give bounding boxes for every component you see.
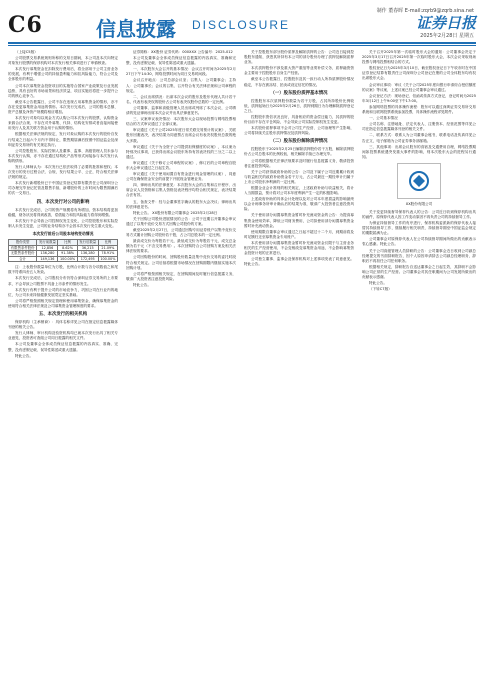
- section-title: 信息披露: [96, 17, 176, 41]
- table-cell: 100.00%: [98, 256, 117, 262]
- article-subheading: （二）股东股份解除质押情况: [270, 139, 328, 145]
- article-paragraph: 关于控股股东部分股份质押及解除质押的公告：公司近日接到控股股东通知，获悉其所持有本公司的部分股份办理了质押及解除质押业务。: [244, 50, 354, 65]
- article-paragraph: 控股股东本次质押股份数量为若干万股，占其所持股份比例较低，质押起始日为2025年2月26日，质押到期日为办理解除质押登记之日。: [244, 98, 354, 113]
- article-paragraph: 特此公告。 XX股份有限公司董事会 2025年2月28日: [133, 210, 218, 215]
- header-rule: [8, 42, 476, 44]
- article-paragraph: （下转C7版）: [369, 287, 392, 292]
- article-paragraph: 会议召开地点：公司总部会议室；召集人：公司董事会；主持人：公司董事长；会议的召集、召开符合有关法律法规和公司章程的规定。: [126, 78, 236, 93]
- article-subheading: （一）股东股份质押基本情况: [270, 90, 328, 96]
- table-cell: 无限售条件股份: [9, 251, 37, 257]
- article-columns: [8, 50, 476, 694]
- article-paragraph: 公司董事、监事和高级管理人员出席或列席了本次会议，公司聘请的见证律师出席本次会议并出具法律意见书。: [126, 105, 236, 116]
- article-paragraph: 关于召开2025年第一次临时股东大会的通知：公司董事会决定于2025年3月17日召开2025年第一次临时股东大会，本次会议采取现场投票与网络投票相结合的方式。: [362, 50, 476, 65]
- article-paragraph: 关于公司高级管理人员辞职的公告：公司董事会近日收到公司副总经理提交的书面辞职报告，因个人原因申请辞去公司副总经理职务，辞职后不再担任公司任何职务。: [362, 248, 476, 263]
- article-paragraph: （上接C5版）: [15, 50, 38, 54]
- header-rule-thin: [8, 45, 476, 46]
- article-paragraph: 一、公司基本情况: [369, 116, 398, 121]
- table-cell: 合计: [9, 256, 37, 262]
- article-paragraph: 三、议案审议表决情况：本次股东大会以现场投票与网络投票相结合的方式审议通过了全部议案。: [126, 117, 236, 127]
- article-subheading: 五、本次发行的相关机构: [38, 312, 88, 318]
- article-paragraph: 最高成交价为每股若干元，最低成交价为每股若干元，成交总金额为若干元（不含交易费用）。本次回购符合公司回购方案及相关法律法规的要求。: [126, 239, 236, 254]
- article-paragraph: 使用期限自董事会审议通过之日起不超过十二个月，到期前将及时足额归还至募集资金专用账户。: [244, 229, 354, 239]
- share-structure-table: [8, 239, 118, 262]
- logo-caption: XX股份有限公司: [405, 201, 433, 206]
- article-paragraph: 公司本次募集资金投资项目的实施符合国家产业政策及行业发展趋势，具有良好的市场前景和经济效益，项目实施后将进一步提升公司的核心竞争力。: [8, 83, 118, 98]
- article-paragraph: 本次发行对象均以现金方式认购公司本次发行的股票，认购资金来源合法合规，不存在对外募集、代持、结构化安排或者直接间接使用发行人及其关联方资金用于认购的情形。: [8, 116, 118, 131]
- article-paragraph: 关于使用部分闲置募集资金暂时补充流动资金的公告：为提高募集资金使用效率，降低公司财务费用，公司拟使用部分闲置募集资金暂时补充流动资金。: [244, 213, 354, 228]
- article-paragraph: 本次发行完成后，公司股权分布仍符合深圳证券交易所的上市要求，不会导致公司股票不具备上市条件的情形发生。: [8, 276, 118, 286]
- article-paragraph: 本次发行有利于提升公司的市场竞争力，巩固公司在行业内的地位，为公司未来持续健康发展奠定坚实基础。: [8, 287, 118, 297]
- page-header: [0, 0, 484, 44]
- article-paragraph: 审议通过《关于为全资子公司提供担保额度的议案》，本议案为特别决议事项，已获得出席会议股东所持有效表决权的三分之二以上通过。: [126, 144, 236, 159]
- article-paragraph: 四、律师出具的法律意见：本次股东大会的召集和召开程序、出席会议人员资格和召集人资格及表决程序均符合相关规定，表决结果合法有效。: [126, 183, 236, 198]
- article-paragraph: 本公司及董事会全体成员保证信息披露的内容真实、准确、完整，没有虚假记载、误导性陈述或重大遗漏。: [8, 342, 118, 352]
- article-paragraph: 三、其他事项：出席会议股东的食宿及交通费用自理，网络投票期间如投票系统遇突发重大事件的影响，则本次股东大会的进程另行通知。: [362, 144, 476, 159]
- newspaper-masthead: 证券日报: [415, 14, 476, 32]
- article-paragraph: 本公司及董事会全体成员保证信息披露的内容真实、准确和完整，没有虚假记载、误导性陈述或重大遗漏。: [126, 56, 236, 66]
- article-paragraph: 截至本公告披露日，公司不存在违规占用募集资金的情形，亦不存在变更募集资金用途的情形。本次发行完成后，公司的股本总额、资产总额及净资产规模将相应增加。: [8, 99, 118, 115]
- article-paragraph: 控股股东于2025年2月25日解除质押股份若干万股，解除质押股份占公司总股本的比例较低，相关解除手续已办理完毕。: [244, 147, 354, 157]
- article-paragraph: 根据相关规定，辞职报告自送达董事会之日起生效，其辞职不会影响公司正常的生产经营。公司董事会对其任职期间为公司发展所做出的贡献表示感谢。: [362, 264, 476, 279]
- article-paragraph: 本次发行不会导致公司控制权发生变化，公司控股股东和实际控制人未发生变更，公司的业务结构亦不会因本次发行发生重大变化。: [8, 218, 118, 228]
- table-cell: 36,215: [77, 245, 98, 251]
- article-paragraph: 根据相关法律法规的规定，发行对象认购的本次发行的股份自发行结束之日起六个月内不得转让，限售期届满后按照中国证监会及深圳证券交易所的有关规定执行。: [8, 132, 118, 147]
- article-paragraph: 公司回购股份的时间、回购股份数量及集中竞价交易的委托时段符合相关规定。公司后续将根据市场情况在回购期限内继续实施本次回购计划。: [126, 255, 236, 270]
- article-paragraph: 公司名称、注册地址、法定代表人、注册资本、经营范围等详见公司在指定信息披露媒体刊登的相关文件。: [362, 122, 476, 132]
- article-paragraph: 关于变更持续督导保荐代表人的公告：公司近日收到保荐机构出具的函件，原保荐代表人因工作变动原因不再负责公司的持续督导工作。: [362, 209, 476, 219]
- article-paragraph: 二、联系方式：联系人为公司董事会秘书，联系电话及传真详见公告正文，电子邮箱为公司证券事务部邮箱。: [362, 133, 476, 143]
- section-title-english: DISCLOSURE: [192, 18, 291, 32]
- article-paragraph: 审议通过《关于修订公司章程的议案》，修订后的公司章程自股东大会审议通过之日起生效。: [126, 160, 236, 170]
- article-paragraph: 本次股份质押事项不会对公司生产经营、公司治理等产生影响，公司将持续关注股东质押情况及质押风险。: [244, 126, 354, 136]
- article-paragraph: 公司控股股东、实际控制人及董事、监事、高级管理人员未参与本次发行认购，亦不存在通过结构化产品等形式间接参与本次发行认购的情形。: [8, 148, 118, 163]
- table-row: [9, 256, 118, 262]
- article-paragraph: 特此公告。: [133, 282, 151, 287]
- article-paragraph: 公司将严格按照相关规定，在回购期间及时履行信息披露义务，敬请广大投资者注意投资风险。: [126, 271, 236, 281]
- table-cell: 100.00%: [58, 256, 77, 262]
- column-1: [8, 50, 118, 694]
- article-paragraph: 关于回购公司股份进展情况的公告：公司于近期召开董事会审议通过了以集中竞价交易方式回购公司股份的方案。: [126, 216, 236, 226]
- article-paragraph: 上述政府补助的具体会计处理以及对公司本年度损益的影响最终以会计师事务所审计确认后的结果为准，敬请广大投资者注意投资风险。: [244, 197, 354, 212]
- article-paragraph: 特此公告。: [15, 353, 33, 358]
- article-paragraph: 发行人律师认为：本次发行已依法取得了必要的批准和授权；本次发行的发行过程合法、合规，发行结果公平、公正，符合相关法律法规的规定。: [8, 164, 118, 180]
- article-paragraph: 参加网络投票的具体操作流程：股东可以通过深圳证券交易所交易系统和互联网投票系统参加投票，具体操作流程详见附件。: [362, 104, 476, 115]
- table-cell: 91.38%: [58, 251, 77, 257]
- column-3: [244, 50, 354, 694]
- article-paragraph: 本次使用部分闲置募集资金暂时补充流动资金仅限于与主营业务相关的生产经营使用，不会变相改变募集资金用途，不会影响募集资金投资计划的正常进行。: [244, 240, 354, 256]
- table-cell: 21.09%: [98, 245, 117, 251]
- table-cell: 172,495: [77, 256, 98, 262]
- table-cell: 136,280: [37, 251, 58, 257]
- article-paragraph: 证券简称：XX股份 证券代码：000XXX 公告编号：2025-012: [133, 50, 233, 54]
- company-logo-icon: [404, 169, 434, 193]
- article-paragraph: 本次发行完成后，公司的资产规模将有所增加，资本结构将更加稳健，财务状况将得到改善，偿债能力和抗风险能力将得到增强。: [8, 207, 118, 217]
- article-paragraph: 发行人律师、审计机构及验资机构均已就本次发行出具了相关专业意见，投资者可查阅公司同日披露的相关文件。: [8, 331, 118, 341]
- article-paragraph: 本次质押股份不涉及重大资产重组等业绩补偿义务，质押融资资金主要用于控股股东自身生产经营。: [244, 66, 354, 76]
- article-paragraph: 为保证持续督导工作的有序进行，保荐机构委派新的保荐代表人接替其持续督导工作，继续履行相关职责，持续督导期至中国证监会规定的期限届满为止。: [362, 221, 476, 236]
- table-cell: 有限售条件股份: [9, 245, 37, 251]
- article-paragraph: 截至本公告披露日，控股股东及其一致行动人所持质押股份情况稳定，不存在被冻结、拍卖或设定信托的情况。: [244, 77, 354, 87]
- article-paragraph: 会议登记方法：现场登记、信函或传真方式登记，登记时间为2025年3月12日上午9:00至下午17:00。: [362, 93, 476, 103]
- table-header-cell: 比例: [58, 239, 77, 245]
- article-paragraph: 审议通过《关于公司2025年度日常关联交易预计的议案》，关联股东回避表决，表决结果为同意票占出席会议有表决权股份总数的绝大多数。: [126, 128, 236, 143]
- article-paragraph: 本次发行募集资金在扣除发行费用后，将全部用于公司主营业务的发展，有利于增强公司的持续盈利能力和抗风险能力，符合公司及全体股东的利益。: [8, 67, 118, 82]
- article-paragraph: 一、本次股东大会召开的基本情况：会议召开时间为2025年2月27日下午14:30，网络投票时间为同日交易时间段。: [126, 67, 236, 77]
- page-number: C6: [8, 12, 43, 38]
- article-paragraph: 审议通过《关于使用闲置自有资金进行现金管理的议案》，同意公司在确保资金安全的前提下开展现金管理业务。: [126, 172, 236, 182]
- table-header-cell: 股份类型: [9, 239, 37, 245]
- table-cell: 8.62%: [58, 245, 77, 251]
- article-paragraph: 公司将根据相关法律法规要求及时履行信息披露义务，敬请投资者注意投资风险。: [244, 158, 354, 168]
- article-paragraph: 会议审议事项：审议《关于公司2025年度向银行申请综合授信额度的议案》等议案，上述议案已经公司董事会审议通过。: [362, 82, 476, 92]
- article-paragraph: 保荐机构（主承销商）：具体名称详见公司在指定信息披露媒体刊登的相关公告。: [8, 320, 118, 330]
- article-paragraph: 根据企业会计准则的相关规定，上述政府补助与收益相关，将计入当期损益，预计将对公司本年度利润产生一定的积极影响。: [244, 185, 354, 196]
- company-logo: [397, 163, 441, 199]
- article-paragraph: 五、备查文件：经与会董事签字确认的股东大会决议；律师出具的法律意见书。: [126, 199, 236, 209]
- table-cell: 78.91%: [98, 251, 117, 257]
- table-header-cell: 发行前数量: [37, 239, 58, 245]
- article-paragraph: 公司将严格按照相关规定管理和使用募集资金，确保募集资金的使用符合相关法律法规及公司募集资金管理制度的要求。: [8, 298, 118, 308]
- table-row: [9, 245, 118, 251]
- article-subheading: 四、本次发行对公司的影响: [36, 199, 90, 205]
- column-4: [362, 50, 476, 694]
- table-title: 本次发行前后公司股本结构变动情况: [32, 230, 94, 236]
- article-paragraph: 公司独立董事、监事会及保荐机构对上述事项发表了同意意见。特此公告。: [244, 257, 354, 267]
- article-paragraph: 二、会议出席情况：出席本次会议的股东及股东代理人共计若干名，代表有表决权的股份占公司有表决权股份总数的一定比例。: [126, 94, 236, 104]
- article-paragraph: 关于公司获得政府补助的公告：公司及下属子公司近期累计收到与收益相关的政府补助资金若干万元，占公司最近一期经审计归属于上市公司股东净利润的一定比例。: [244, 169, 354, 184]
- table-header-cell: 比例: [98, 239, 117, 245]
- article-paragraph: 公司董事会对原保荐代表人在公司持续督导期间所做出的贡献表示衷心感谢。特此公告。: [362, 237, 476, 247]
- article-paragraph: 特此公告。: [369, 281, 387, 286]
- editor-info: 制作 董春晖 E-mail:zqrb9@zqrb.sina.net: [376, 8, 474, 14]
- table-header-cell: 发行后数量: [77, 239, 98, 245]
- article-paragraph: 截至2025年2月27日，公司通过回购专用证券账户以集中竞价交易方式累计回购公司股份若干股，占公司总股本的一定比例。: [126, 228, 236, 238]
- table-cell: 136,280: [77, 251, 98, 257]
- article-paragraph: 控股股东资信状况良好，具备相应的资金偿还能力，其质押的股份目前不存在平仓风险，不会导致公司实际控制权发生变更。: [244, 114, 354, 125]
- article-paragraph: 本次发行新增股份已于中国证券登记结算有限责任公司深圳分公司办理完毕登记托管及限售手续，新增股份的上市时间为限售期满后的次一交易日。: [8, 181, 118, 196]
- table-cell: 149,136: [37, 256, 58, 262]
- article-paragraph: 注：上表股份数量单位为万股，比例合计数与各分项数值之和尾数不符系四舍五入所致。: [8, 265, 118, 275]
- article-paragraph: 股权登记日为2025年3月10日，截至股权登记日下午收市时在中国证券登记结算有限责任公司深圳分公司登记在册的公司全体股东均有权出席股东大会。: [362, 66, 476, 81]
- table-row: [9, 251, 118, 257]
- table-cell: 12,856: [37, 245, 58, 251]
- issue-date: 2025年2月28日 星期五: [420, 33, 474, 39]
- column-2: [126, 50, 236, 694]
- article-paragraph: 公司股票交易系统规则所称的交易日期间，本公司及本次向特定对象发行股票的保荐机构对本次发行相关事项进行了审慎核查。: [8, 56, 118, 66]
